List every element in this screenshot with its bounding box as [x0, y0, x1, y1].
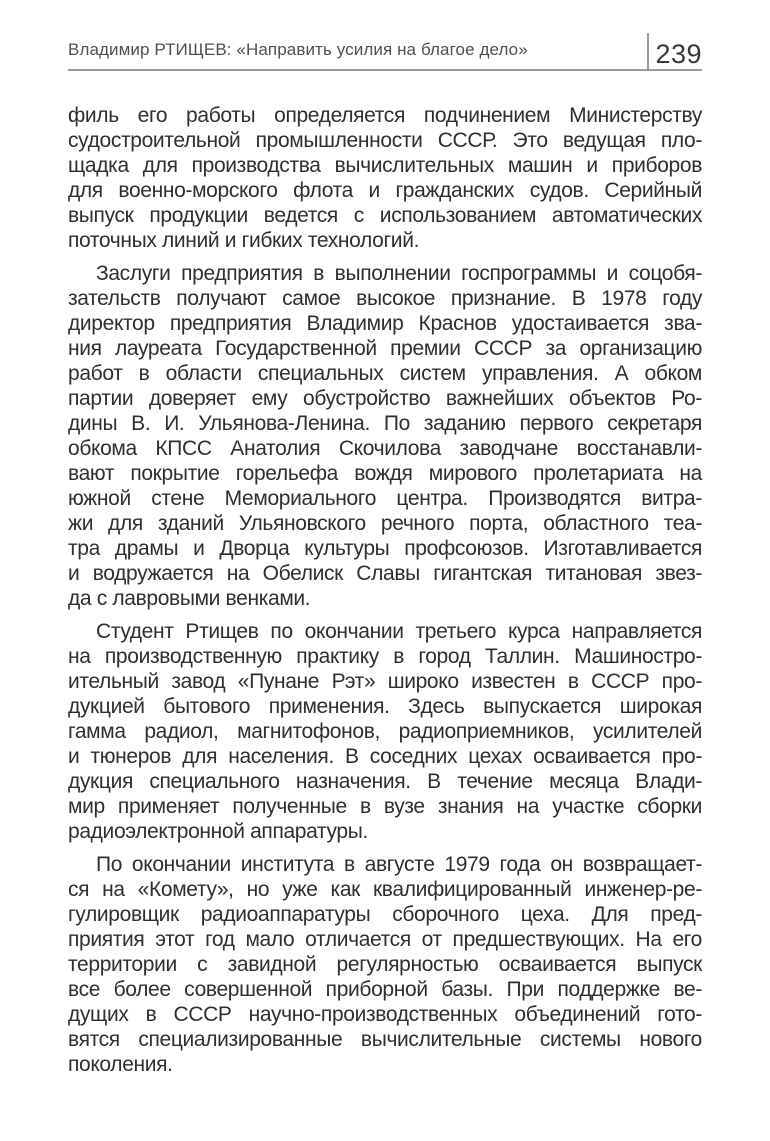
text-line: да с лавровыми венками.: [68, 587, 311, 610]
text-line: и тюнеров для населения. В соседних цехах осваивается про-: [68, 745, 702, 768]
text-line: директор предприятия Владимир Краснов удостаивается зва-: [68, 312, 702, 335]
paragraph: [68, 103, 702, 253]
text-line: щадка для производства вычислительных машин и приборов: [68, 154, 702, 177]
text-line: радиоэлектронной аппаратуры.: [68, 820, 368, 843]
paragraph: [68, 852, 702, 1077]
paragraph: [68, 261, 702, 611]
text-line: поколения.: [68, 1053, 173, 1076]
page-number: 239: [655, 39, 702, 69]
text-line: мир применяет полученные в вузе знания на участке сборки: [68, 795, 702, 818]
text-line: зательств получают самое высокое признание. В 1978 году: [68, 287, 702, 310]
text-line: дукция специального назначения. В течение месяца Влади-: [68, 770, 702, 793]
text-line: приятия этот год мало отличается от предшествующих. На его: [68, 928, 702, 951]
text-line: обкома КПСС Анатолия Скочилова заводчане восстанавли-: [68, 437, 702, 460]
text-line: Заслуги предприятия в выполнении госпрограммы и соцобя-: [96, 262, 702, 285]
text-line: ся на «Комету», но уже как квалифицированный инженер-ре-: [68, 878, 702, 901]
text-line: жи для зданий Ульяновского речного порта, областного теа-: [68, 512, 702, 535]
header-rule: [68, 69, 702, 71]
text-line: вают покрытие горельефа вождя мирового пролетариата на: [68, 462, 702, 485]
text-line: для военно-морского флота и гражданских судов. Серийный: [68, 179, 702, 202]
text-line: южной стене Мемориального центра. Производятся витра-: [68, 487, 702, 510]
text-line: выпуск продукции ведется с использованием автоматических: [68, 204, 702, 227]
text-line: судостроительной промышленности СССР. Это ведущая пло-: [68, 129, 702, 152]
text-line: дущих в СССР научно-производственных объединений гото-: [68, 1003, 702, 1026]
text-line: территории с завидной регулярностью осваивается выпуск: [68, 953, 702, 976]
text-line: все более совершенной приборной базы. При поддержке ве-: [68, 978, 702, 1001]
text-line: поточных линий и гибких технологий.: [68, 229, 420, 252]
text-line: тра драмы и Дворца культуры профсоюзов. Изготавливается: [68, 537, 702, 560]
text-line: Студент Ртищев по окончании третьего курса направляется: [96, 620, 702, 643]
text-line: дины В. И. Ульянова-Ленина. По заданию первого секретаря: [68, 412, 702, 435]
text-line: филь его работы определяется подчинением Министерству: [68, 104, 702, 127]
text-line: дукцией бытового применения. Здесь выпускается широкая: [68, 695, 702, 718]
paragraph: [68, 619, 702, 844]
text-line: на производственную практику в город Таллин. Машиностро-: [68, 645, 702, 668]
text-line: партии доверяет ему обустройство важнейших объектов Ро-: [68, 387, 702, 410]
running-title: Владимир РТИЩЕВ: «Направить усилия на благое дело»: [68, 40, 528, 59]
text-line: вятся специализированные вычислительные системы нового: [68, 1028, 702, 1051]
page-number-box: [647, 33, 702, 69]
text-line: По окончании института в августе 1979 года он возвращает-: [96, 853, 702, 876]
page-header: [68, 0, 702, 71]
page-body: [68, 103, 702, 1077]
text-line: ительный завод «Пунане Рэт» широко известен в СССР про-: [68, 670, 702, 693]
text-line: ния лауреата Государственной премии СССР за организацию: [68, 337, 702, 360]
paragraph-container: [68, 103, 702, 1077]
text-line: гулировщик радиоаппаратуры сборочного цеха. Для пред-: [68, 903, 702, 926]
text-line: и водружается на Обелиск Славы гигантская титановая звез-: [68, 562, 702, 585]
text-line: работ в области специальных систем управления. А обком: [68, 362, 702, 385]
text-line: гамма радиол, магнитофонов, радиоприемников, усилителей: [68, 720, 702, 743]
